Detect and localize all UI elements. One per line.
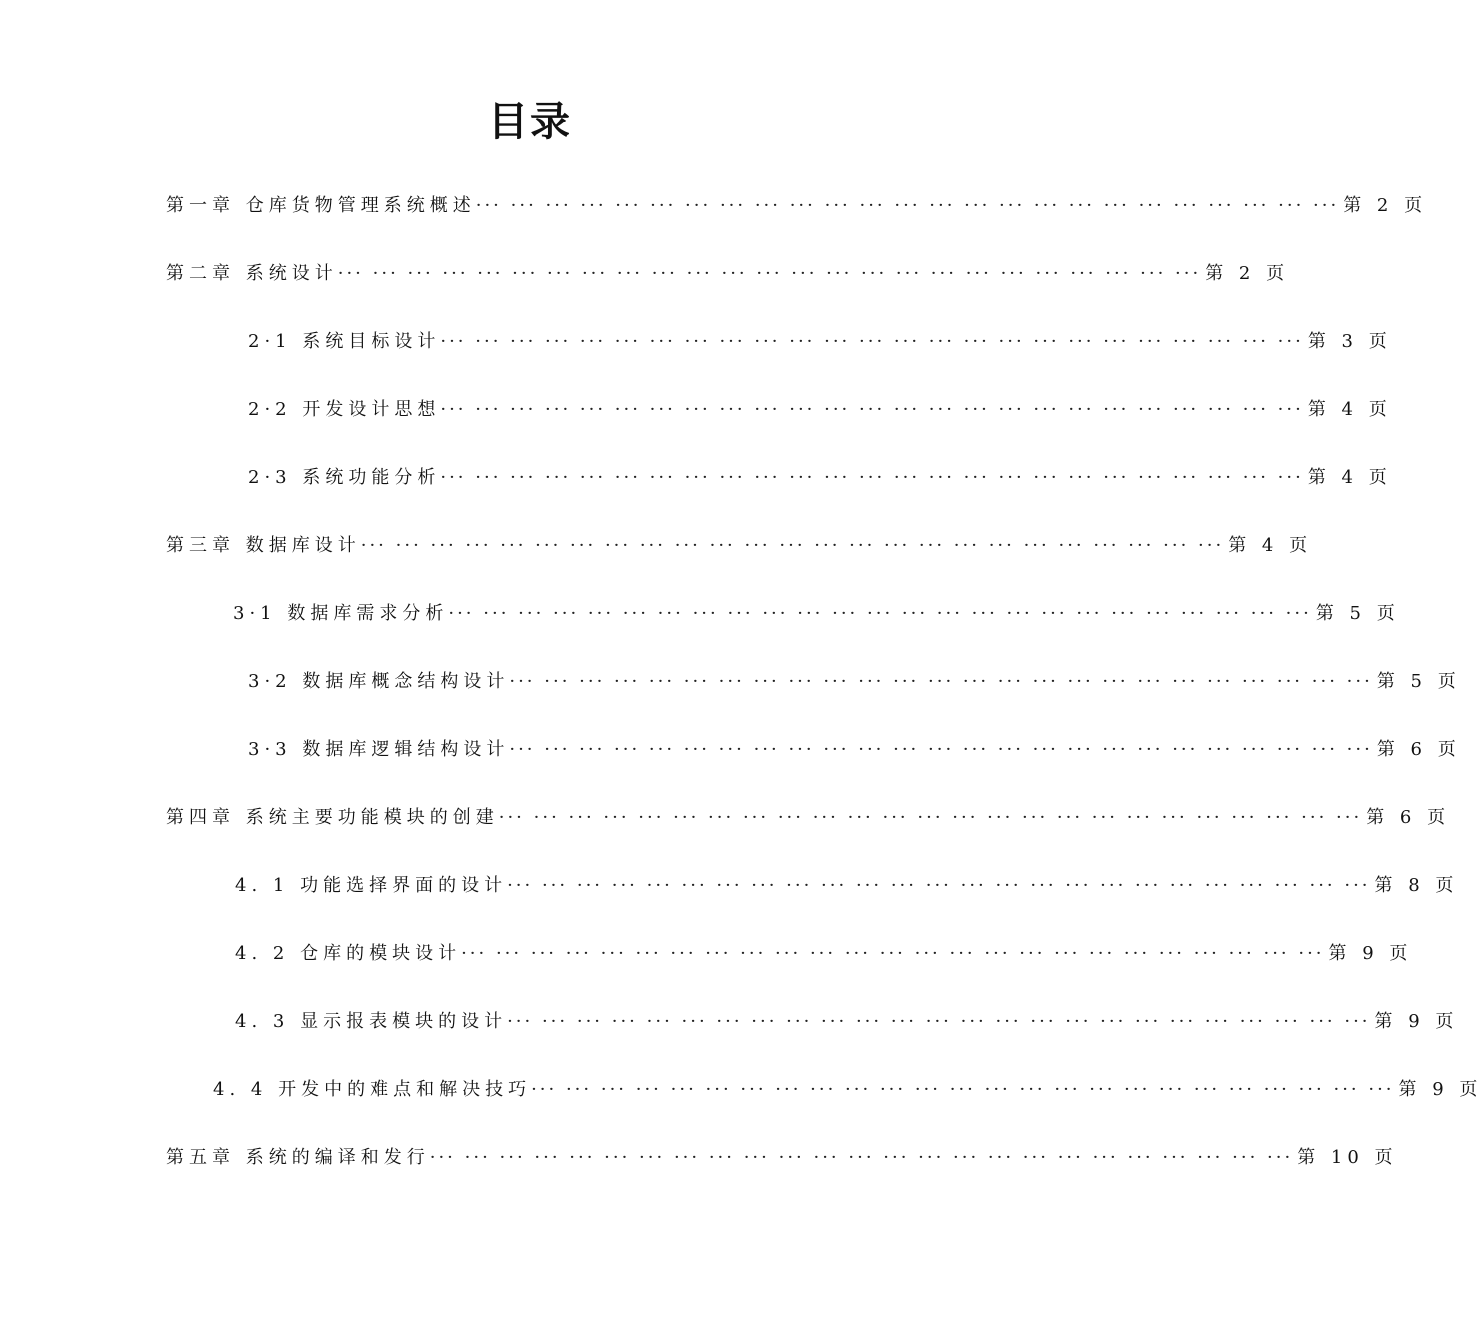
toc-entry-page: 第 5 页 [1376,671,1461,692]
dot-leader: ··· ··· ··· ··· ··· ··· ··· ··· ··· ··· ··· ··· ··· ··· ··· ··· ··· ··· ··· ··· ··· ··· ··· ··· ··· [440,467,1304,488]
toc-entry[interactable] [233,599,1400,629]
toc-entry-page: 第 4 页 [1307,399,1392,420]
toc-entry-text: 2·3 系统功能分析 [248,467,441,488]
toc-entry[interactable] [248,463,1392,493]
toc-entry[interactable] [213,1075,1482,1105]
toc-entry-page: 第 9 页 [1328,943,1413,964]
dot-leader: ··· ··· ··· ··· ··· ··· ··· ··· ··· ··· ··· ··· ··· ··· ··· ··· ··· ··· ··· ··· ··· ··· ··· ··· ··· [507,875,1371,896]
toc-entry[interactable] [166,803,1451,833]
toc-entry-page: 第 4 页 [1307,467,1392,488]
toc-entry[interactable] [166,259,1290,289]
toc-entry-text: 4. 1 功能选择界面的设计 [235,875,508,896]
dot-leader: ··· ··· ··· ··· ··· ··· ··· ··· ··· ··· ··· ··· ··· ··· ··· ··· ··· ··· ··· ··· ··· ··· ··· ··· ··· [448,603,1312,624]
toc-entry[interactable] [235,939,1413,969]
toc-title: 目录 [488,99,572,145]
dot-leader: ··· ··· ··· ··· ··· ··· ··· ··· ··· ··· ··· ··· ··· ··· ··· ··· ··· ··· ··· ··· ··· ··· ··· ··· ··· [531,1079,1395,1100]
toc-entry-text: 4. 2 仓库的模块设计 [235,943,462,964]
toc-entry-text: 第一章 仓库货物管理系统概述 [166,195,476,216]
toc-entry-page: 第 4 页 [1228,535,1313,556]
toc-entry[interactable] [235,871,1459,901]
toc-entry-text: 第五章 系统的编译和发行 [166,1147,430,1168]
dot-leader: ··· ··· ··· ··· ··· ··· ··· ··· ··· ··· ··· ··· ··· ··· ··· ··· ··· ··· ··· ··· ··· ··· ··· ··· ··· [440,331,1304,352]
toc-entry-page: 第 2 页 [1343,195,1428,216]
dot-leader: ··· ··· ··· ··· ··· ··· ··· ··· ··· ··· ··· ··· ··· ··· ··· ··· ··· ··· ··· ··· ··· ··· ··· ··· ··· [360,535,1225,556]
toc-entry[interactable] [248,735,1461,765]
dot-leader: ··· ··· ··· ··· ··· ··· ··· ··· ··· ··· ··· ··· ··· ··· ··· ··· ··· ··· ··· ··· ··· ··· ··· ··· ··· [429,1147,1294,1168]
toc-entry[interactable] [166,191,1428,221]
toc-entry-page: 第 10 页 [1297,1147,1398,1168]
toc-entry-text: 2·1 系统目标设计 [248,331,441,352]
dot-leader: ··· ··· ··· ··· ··· ··· ··· ··· ··· ··· ··· ··· ··· ··· ··· ··· ··· ··· ··· ··· ··· ··· ··· ··· ··· [509,671,1373,692]
dot-leader: ··· ··· ··· ··· ··· ··· ··· ··· ··· ··· ··· ··· ··· ··· ··· ··· ··· ··· ··· ··· ··· ··· ··· ··· ··· [461,943,1325,964]
toc-entry[interactable] [248,395,1392,425]
toc-entry-text: 第四章 系统主要功能模块的创建 [166,807,499,828]
toc-entry-text: 第三章 数据库设计 [166,535,361,556]
toc-entry-text: 3·1 数据库需求分析 [233,603,449,624]
toc-entry-page: 第 9 页 [1374,1011,1459,1032]
toc-entry[interactable] [248,667,1461,697]
dot-leader: ··· ··· ··· ··· ··· ··· ··· ··· ··· ··· ··· ··· ··· ··· ··· ··· ··· ··· ··· ··· ··· ··· ··· ··· ··· [337,263,1202,284]
toc-entry-page: 第 5 页 [1315,603,1400,624]
toc-entry-page: 第 6 页 [1366,807,1451,828]
toc-entry-page: 第 9 页 [1398,1079,1482,1100]
toc-entry[interactable] [235,1007,1459,1037]
toc-entry-page: 第 6 页 [1376,739,1461,760]
dot-leader: ··· ··· ··· ··· ··· ··· ··· ··· ··· ··· ··· ··· ··· ··· ··· ··· ··· ··· ··· ··· ··· ··· ··· ··· ··· [509,739,1373,760]
toc-entry-text: 第二章 系统设计 [166,263,338,284]
toc-entry-page: 第 2 页 [1205,263,1290,284]
dot-leader: ··· ··· ··· ··· ··· ··· ··· ··· ··· ··· ··· ··· ··· ··· ··· ··· ··· ··· ··· ··· ··· ··· ··· ··· ··· [475,195,1340,216]
toc-entry-page: 第 8 页 [1374,875,1459,896]
dot-leader: ··· ··· ··· ··· ··· ··· ··· ··· ··· ··· ··· ··· ··· ··· ··· ··· ··· ··· ··· ··· ··· ··· ··· ··· ··· [498,807,1363,828]
toc-entry-page: 第 3 页 [1307,331,1392,352]
toc-entry-text: 3·2 数据库概念结构设计 [248,671,510,692]
toc-entry[interactable] [166,531,1313,561]
toc-entry[interactable] [166,1143,1398,1173]
toc-entry[interactable] [248,327,1392,357]
toc-entry-text: 3·3 数据库逻辑结构设计 [248,739,510,760]
dot-leader: ··· ··· ··· ··· ··· ··· ··· ··· ··· ··· ··· ··· ··· ··· ··· ··· ··· ··· ··· ··· ··· ··· ··· ··· ··· [440,399,1304,420]
dot-leader: ··· ··· ··· ··· ··· ··· ··· ··· ··· ··· ··· ··· ··· ··· ··· ··· ··· ··· ··· ··· ··· ··· ··· ··· ··· [507,1011,1371,1032]
toc-entry-text: 4. 4 开发中的难点和解决技巧 [213,1079,532,1100]
toc-entry-text: 4. 3 显示报表模块的设计 [235,1011,508,1032]
toc-entry-text: 2·2 开发设计思想 [248,399,441,420]
